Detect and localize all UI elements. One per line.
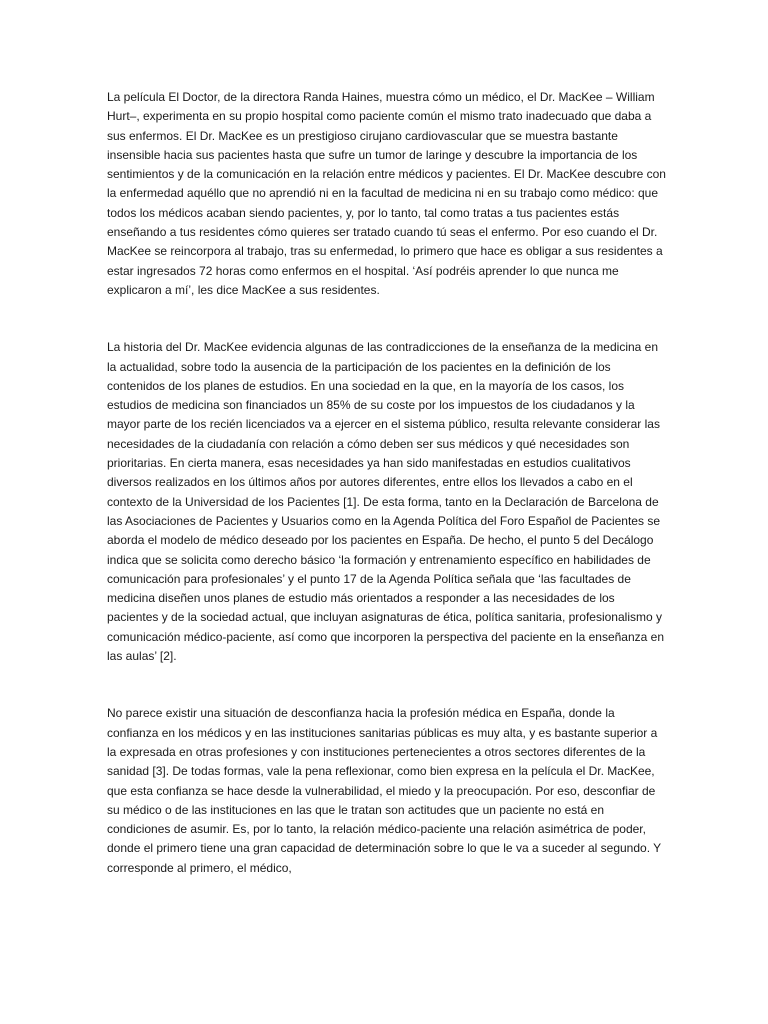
paragraph-trust-medical-profession: No parece existir una situación de desconfianza hacia la profesión médica en España, donde la confianza en los médicos y en las instituciones sanitarias públicas es muy alta, y es bastante superior a la expresada en otras profesiones y con instituciones pertenecientes a otros sectores diferentes de la sanidad [3]. De todas formas, vale la pena reflexionar, como bien expresa en la película el Dr. MacKee, que esta confianza se hace desde la vulnerabilidad, el miedo y la preocupación. Por eso, desconfiar de su médico o de las instituciones en las que le tratan son actitudes que un paciente no está en condiciones de asumir. Es, por lo tanto, la relación médico-paciente una relación asimétrica de poder, donde el primero tiene una gran capacidad de determinación sobre lo que le va a suceder al segundo. Y corresponde al primero, el médico, bbox=[107, 706, 661, 875]
paragraph-el-doctor-film: La película El Doctor, de la directora Randa Haines, muestra cómo un médico, el Dr. MacKee – William Hurt–, experimenta en su propio hospital como paciente común el mismo trato inadecuado que daba a sus enfermos. El Dr. MacKee es un prestigioso cirujano cardiovascular que se muestra bastante insensible hacia sus pacientes hasta que sufre un tumor de laringe y descubre la importancia de los sentimientos y de la comunicación en la relación entre médicos y pacientes. El Dr. MacKee descubre con la enfermedad aquéllo que no aprendió ni en la facultad de medicina ni en su trabajo como médico: que todos los médicos acaban siendo pacientes, y, por lo tanto, tal como tratas a tus pacientes estás enseñando a tus residentes cómo quieres ser tratado cuando tú seas el enfermo. Por eso cuando el Dr. MacKee se reincorpora al trabajo, tras su enfermedad, lo primero que hace es obligar a sus residentes a estar ingresados 72 horas como enfermos en el hospital. ‘Así podréis aprender lo que nunca me explicaron a mí’, les dice MacKee a sus residentes. bbox=[107, 90, 666, 297]
document-body bbox=[107, 88, 667, 878]
paragraph-mackee-story: La historia del Dr. MacKee evidencia algunas de las contradicciones de la enseñanza de la medicina en la actualidad, sobre todo la ausencia de la participación de los pacientes en la definición de los contenidos de los planes de estudios. En una sociedad en la que, en la mayoría de los casos, los estudios de medicina son financiados un 85% de su coste por los impuestos de los ciudadanos y la mayor parte de los recién licenciados va a ejercer en el sistema público, resulta relevante considerar las necesidades de la ciudadanía con relación a cómo deben ser sus médicos y qué necesidades son prioritarias. En cierta manera, esas necesidades ya han sido manifestadas en estudios cualitativos diversos realizados en los últimos años por autores diferentes, entre ellos los llevados a cabo en el contexto de la Universidad de los Pacientes [1]. De esta forma, tanto en la Declaración de Barcelona de las Asociaciones de Pacientes y Usuarios como en la Agenda Política del Foro Español de Pacientes se aborda el modelo de médico deseado por los pacientes en España. De hecho, el punto 5 del Decálogo indica que se solicita como derecho básico ‘la formación y entrenamiento específico en habilidades de comunicación para profesionales’ y el punto 17 de la Agenda Política señala que ‘las facultades de medicina diseñen unos planes de estudio más orientados a responder a las necesidades de los pacientes y de la sociedad actual, que incluyan asignaturas de ética, política sanitaria, profesionalismo y comunicación médico-paciente, así como que incorporen la perspectiva del paciente en la enseñanza en las aulas’ [2]. bbox=[107, 340, 665, 664]
